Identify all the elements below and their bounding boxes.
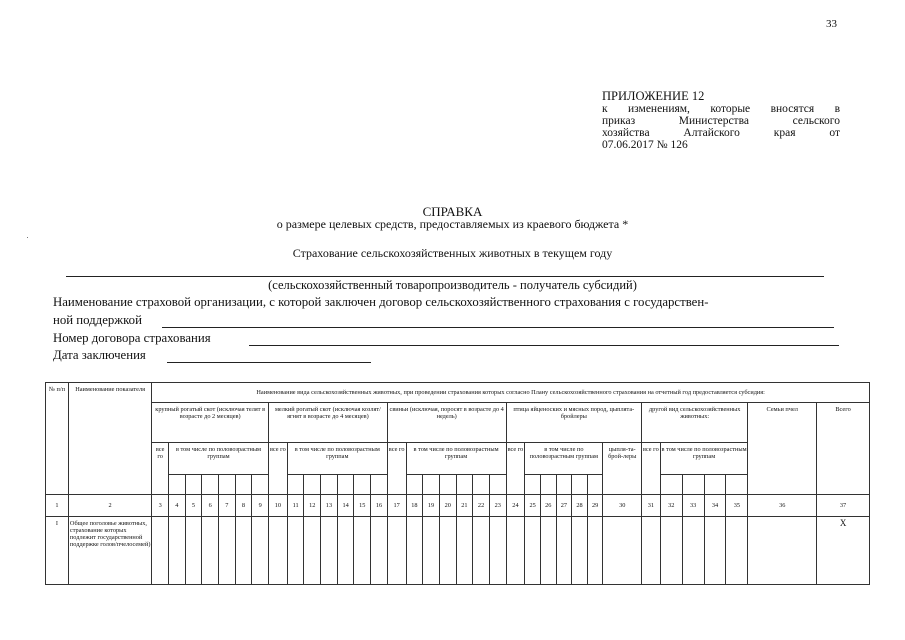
data-cell[interactable]: [587, 517, 603, 585]
age-group-cell: [371, 475, 388, 495]
appendix-block: [602, 90, 840, 151]
data-cell[interactable]: [456, 517, 473, 585]
age-group-cell: [321, 475, 338, 495]
column-number: 16: [371, 495, 388, 517]
column-number: 10: [269, 495, 288, 517]
column-number: 35: [726, 495, 748, 517]
data-cell[interactable]: [642, 517, 661, 585]
data-cell[interactable]: [168, 517, 185, 585]
document-subtitle: о размере целевых средств, предоставляемых из краевого бюджета *: [276, 217, 629, 231]
appendix-line: хозяйства Алтайского края от: [602, 127, 840, 139]
table-row: [46, 517, 870, 585]
row-name: Общее поголовье животных, страхование которых подлежит государственной поддержке голов/пчелосемей): [68, 517, 151, 585]
column-number: 4: [168, 495, 185, 517]
data-cell[interactable]: [726, 517, 748, 585]
age-group-cell: [704, 475, 726, 495]
data-cell[interactable]: [152, 517, 169, 585]
age-groups-subheader: в том числе по половозрастным группам: [660, 443, 748, 475]
group-bees: Семьи пчел: [748, 403, 817, 495]
column-number: 9: [252, 495, 269, 517]
column-number: 33: [682, 495, 704, 517]
appendix-title: ПРИЛОЖЕНИЕ 12: [602, 89, 705, 103]
column-number: 15: [354, 495, 371, 517]
column-number: 19: [423, 495, 440, 517]
age-groups-subheader: в том числе по половозрастным группам: [168, 443, 268, 475]
appendix-line: приказ Министерства сельского: [602, 115, 840, 127]
column-number: 25: [525, 495, 541, 517]
column-number: 17: [387, 495, 406, 517]
column-number: 12: [304, 495, 321, 517]
contract-date-input-line[interactable]: [167, 362, 371, 363]
age-group-cell: [489, 475, 506, 495]
recipient-caption: (сельскохозяйственный товаропроизводитель - получатель субсидий): [268, 278, 637, 292]
total-subheader: все го: [387, 443, 406, 495]
column-number: 18: [406, 495, 423, 517]
column-number: 21: [456, 495, 473, 517]
scan-speck: [27, 237, 28, 238]
data-cell[interactable]: [603, 517, 642, 585]
document-topic: Страхование сельскохозяйственных животных в текущем году: [292, 246, 613, 260]
data-cell[interactable]: [202, 517, 219, 585]
col-number-header: № п/п: [46, 383, 69, 495]
insurer-input-line[interactable]: [162, 327, 834, 328]
column-number: 24: [506, 495, 525, 517]
appendix-date: 07.06.2017 № 126: [602, 139, 688, 151]
data-cell[interactable]: [682, 517, 704, 585]
column-number: 5: [185, 495, 202, 517]
age-group-cell: [287, 475, 304, 495]
column-number: 29: [587, 495, 603, 517]
data-cell[interactable]: [371, 517, 388, 585]
data-cell[interactable]: [321, 517, 338, 585]
age-group-cell: [354, 475, 371, 495]
column-number: 32: [660, 495, 682, 517]
age-group-cell: [202, 475, 219, 495]
group-poultry: птица яйценоских и мясных пород, цыплята-бройлеры: [506, 403, 641, 443]
total-subheader: все го: [152, 443, 169, 495]
data-cell[interactable]: [704, 517, 726, 585]
data-cell[interactable]: [269, 517, 288, 585]
age-groups-subheader: в том числе по половозрастным группам: [525, 443, 603, 475]
insurer-label-line2: ной поддержкой: [53, 313, 142, 327]
group-other: другой вид сельскохозяйственных животных:: [642, 403, 748, 443]
column-number: 30: [603, 495, 642, 517]
insurer-label-line1: Наименование страховой организации, с которой заключен договор сельскохозяйственного страхования с государствен-: [53, 295, 709, 309]
age-group-cell: [473, 475, 490, 495]
data-cell[interactable]: [387, 517, 406, 585]
column-number: 22: [473, 495, 490, 517]
data-cell[interactable]: [337, 517, 354, 585]
age-group-cell: [456, 475, 473, 495]
age-group-cell: [252, 475, 269, 495]
age-group-cell: [572, 475, 588, 495]
data-cell[interactable]: [473, 517, 490, 585]
data-cell[interactable]: [219, 517, 236, 585]
broilers-subheader: цыпля-та-брой-леры: [603, 443, 642, 495]
age-group-cell: [219, 475, 236, 495]
age-group-cell: [525, 475, 541, 495]
column-number: 2: [68, 495, 151, 517]
appendix-line: к изменениям, которые вносятся в: [602, 103, 840, 115]
age-group-cell: [540, 475, 556, 495]
group-pigs: свиньи (исключая, поросят в возрасте до 4 недель): [387, 403, 506, 443]
animal-types-header: Наименование вида сельскохозяйственных животных, при проведении страхования которых согласно Плану сельскохозяйственного страхования на отчетный год предоставляется субсидия:: [152, 383, 870, 403]
column-number: 26: [540, 495, 556, 517]
age-group-cell: [726, 475, 748, 495]
data-cell[interactable]: [304, 517, 321, 585]
total-subheader: все го: [642, 443, 661, 495]
data-cell[interactable]: [506, 517, 525, 585]
data-cell[interactable]: [252, 517, 269, 585]
col-name-header: Наименование показателя: [68, 383, 151, 495]
row-number: I: [46, 517, 69, 585]
data-cell[interactable]: [354, 517, 371, 585]
group-small-cattle: мелкий рогатый скот (исключая козлят/ягнят в возрасте до 4 месяцев): [269, 403, 388, 443]
column-number: 1: [46, 495, 69, 517]
total-subheader: все го: [506, 443, 525, 495]
data-cell[interactable]: [572, 517, 588, 585]
data-cell[interactable]: [748, 517, 817, 585]
total-subheader: все го: [269, 443, 288, 495]
age-group-cell: [587, 475, 603, 495]
age-group-cell: [235, 475, 252, 495]
contract-date-label: Дата заключения: [53, 348, 146, 362]
group-total: Всего: [817, 403, 870, 495]
subsidy-table: [45, 382, 870, 585]
contract-number-label: Номер договора страхования: [53, 331, 211, 345]
age-group-cell: [406, 475, 423, 495]
column-number: 6: [202, 495, 219, 517]
age-group-cell: [682, 475, 704, 495]
data-cell[interactable]: [423, 517, 440, 585]
data-cell[interactable]: [540, 517, 556, 585]
column-number: 28: [572, 495, 588, 517]
age-group-cell: [660, 475, 682, 495]
column-number: 14: [337, 495, 354, 517]
column-number: 7: [219, 495, 236, 517]
column-number: 23: [489, 495, 506, 517]
column-number: 11: [287, 495, 304, 517]
age-group-cell: [304, 475, 321, 495]
age-group-cell: [185, 475, 202, 495]
column-number: 20: [439, 495, 456, 517]
data-cell[interactable]: [660, 517, 682, 585]
data-cell[interactable]: [406, 517, 423, 585]
column-number: 34: [704, 495, 726, 517]
data-cell[interactable]: [185, 517, 202, 585]
page-number: 33: [826, 18, 837, 30]
column-number: 37: [817, 495, 870, 517]
data-cell[interactable]: [525, 517, 541, 585]
column-number: 36: [748, 495, 817, 517]
age-group-cell: [423, 475, 440, 495]
data-cell[interactable]: [489, 517, 506, 585]
column-numbers-row: [46, 495, 870, 517]
age-groups-subheader: в том числе по половозрастным группам: [287, 443, 387, 475]
column-number: 31: [642, 495, 661, 517]
age-group-cell: [337, 475, 354, 495]
document-title: СПРАВКА: [422, 204, 483, 219]
column-number: 8: [235, 495, 252, 517]
column-number: 3: [152, 495, 169, 517]
age-groups-subheader: в том числе по половозрастным группам: [406, 443, 506, 475]
contract-number-input-line[interactable]: [249, 345, 839, 346]
column-number: 27: [556, 495, 572, 517]
column-number: 13: [321, 495, 338, 517]
age-group-cell: [168, 475, 185, 495]
total-mark: X: [817, 517, 870, 585]
data-cell[interactable]: [235, 517, 252, 585]
recipient-line[interactable]: [66, 276, 824, 277]
age-group-cell: [556, 475, 572, 495]
age-group-cell: [439, 475, 456, 495]
data-cell[interactable]: [439, 517, 456, 585]
data-cell[interactable]: [287, 517, 304, 585]
group-cattle: крупный рогатый скот (исключая телят в возрасте до 2 месяцев): [152, 403, 269, 443]
data-cell[interactable]: [556, 517, 572, 585]
